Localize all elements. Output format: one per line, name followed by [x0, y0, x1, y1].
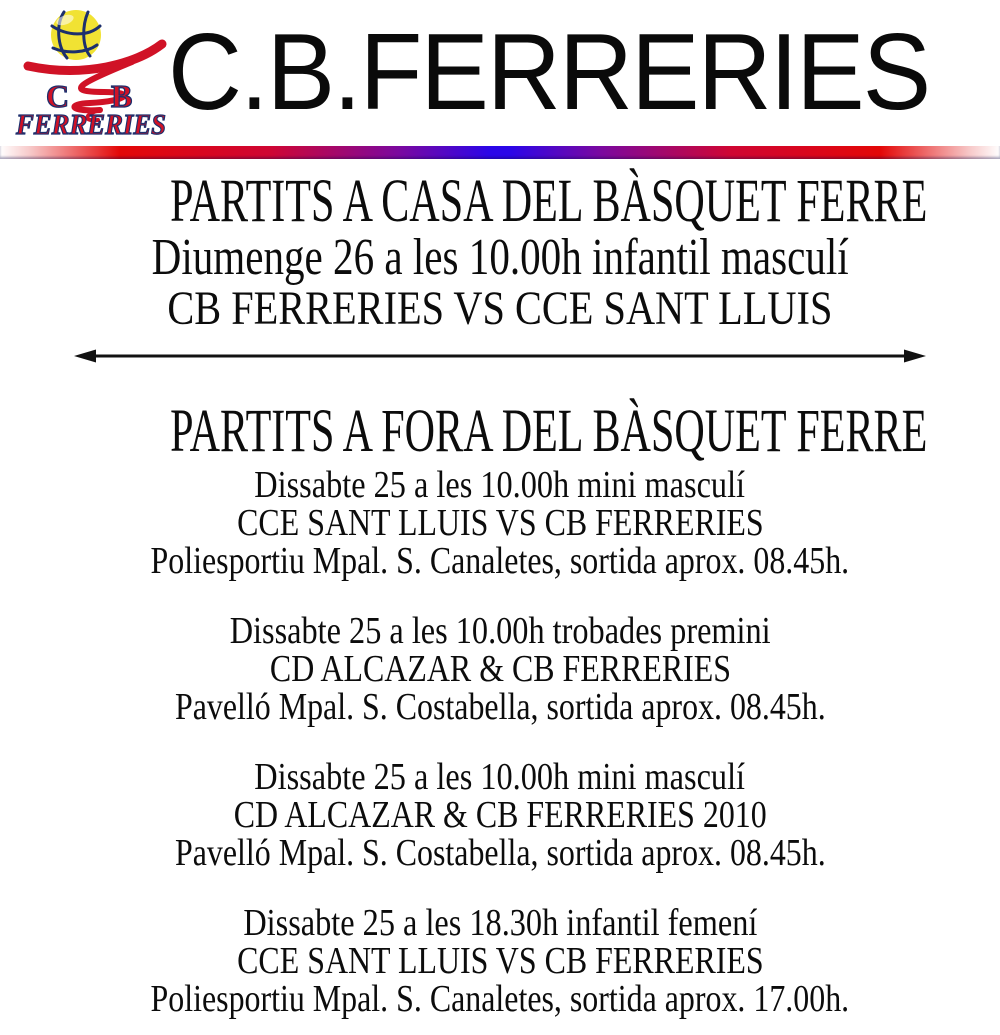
logo-letter-c: C [46, 78, 70, 114]
logo-club-name: FERRERIES [15, 110, 166, 141]
away-section [0, 398, 1000, 1020]
match-teams: CD ALCAZAR & CB FERRERIES [269, 648, 731, 690]
gradient-divider [0, 146, 1000, 159]
match-item [0, 758, 1000, 872]
home-section [0, 168, 1000, 335]
home-match-teams: CB FERRERIES VS CCE SANT LLUIS [167, 282, 833, 335]
match-teams: CD ALCAZAR & CB FERRERIES 2010 [233, 794, 767, 836]
basketball-icon [51, 10, 101, 60]
match-schedule: Dissabte 25 a les 18.30h infantil femení [242, 902, 757, 944]
match-schedule: Dissabte 25 a les 10.00h mini masculí [254, 464, 746, 506]
away-section-heading: PARTITS A FORA DEL BÀSQUET FERRE [170, 398, 928, 465]
match-venue: Pavelló Mpal. S. Costabella, sortida aprox. 08.45h. [174, 832, 826, 874]
match-schedule: Dissabte 25 a les 10.00h trobades premini [229, 610, 771, 652]
club-logo [12, 4, 172, 144]
double-arrow-icon [72, 347, 928, 365]
section-separator [0, 347, 1000, 365]
match-schedule: Dissabte 25 a les 10.00h mini masculí [254, 756, 746, 798]
page-title: C.B.FERRERIES [168, 11, 930, 133]
match-item [0, 466, 1000, 580]
home-match-schedule: Diumenge 26 a les 10.00h infantil masculí [151, 229, 849, 286]
match-venue: Poliesportiu Mpal. S. Canaletes, sortida aprox. 08.45h. [150, 540, 850, 582]
home-section-heading: PARTITS A CASA DEL BÀSQUET FERRE [170, 168, 928, 235]
header [0, 0, 1000, 146]
match-item [0, 904, 1000, 1018]
logo-letter-b: B [111, 78, 133, 114]
match-item [0, 612, 1000, 726]
match-venue: Pavelló Mpal. S. Costabella, sortida aprox. 08.45h. [174, 686, 826, 728]
match-venue: Poliesportiu Mpal. S. Canaletes, sortida aprox. 17.00h. [150, 978, 850, 1020]
match-teams: CCE SANT LLUIS VS CB FERRERIES [236, 940, 764, 982]
match-teams: CCE SANT LLUIS VS CB FERRERIES [236, 502, 764, 544]
